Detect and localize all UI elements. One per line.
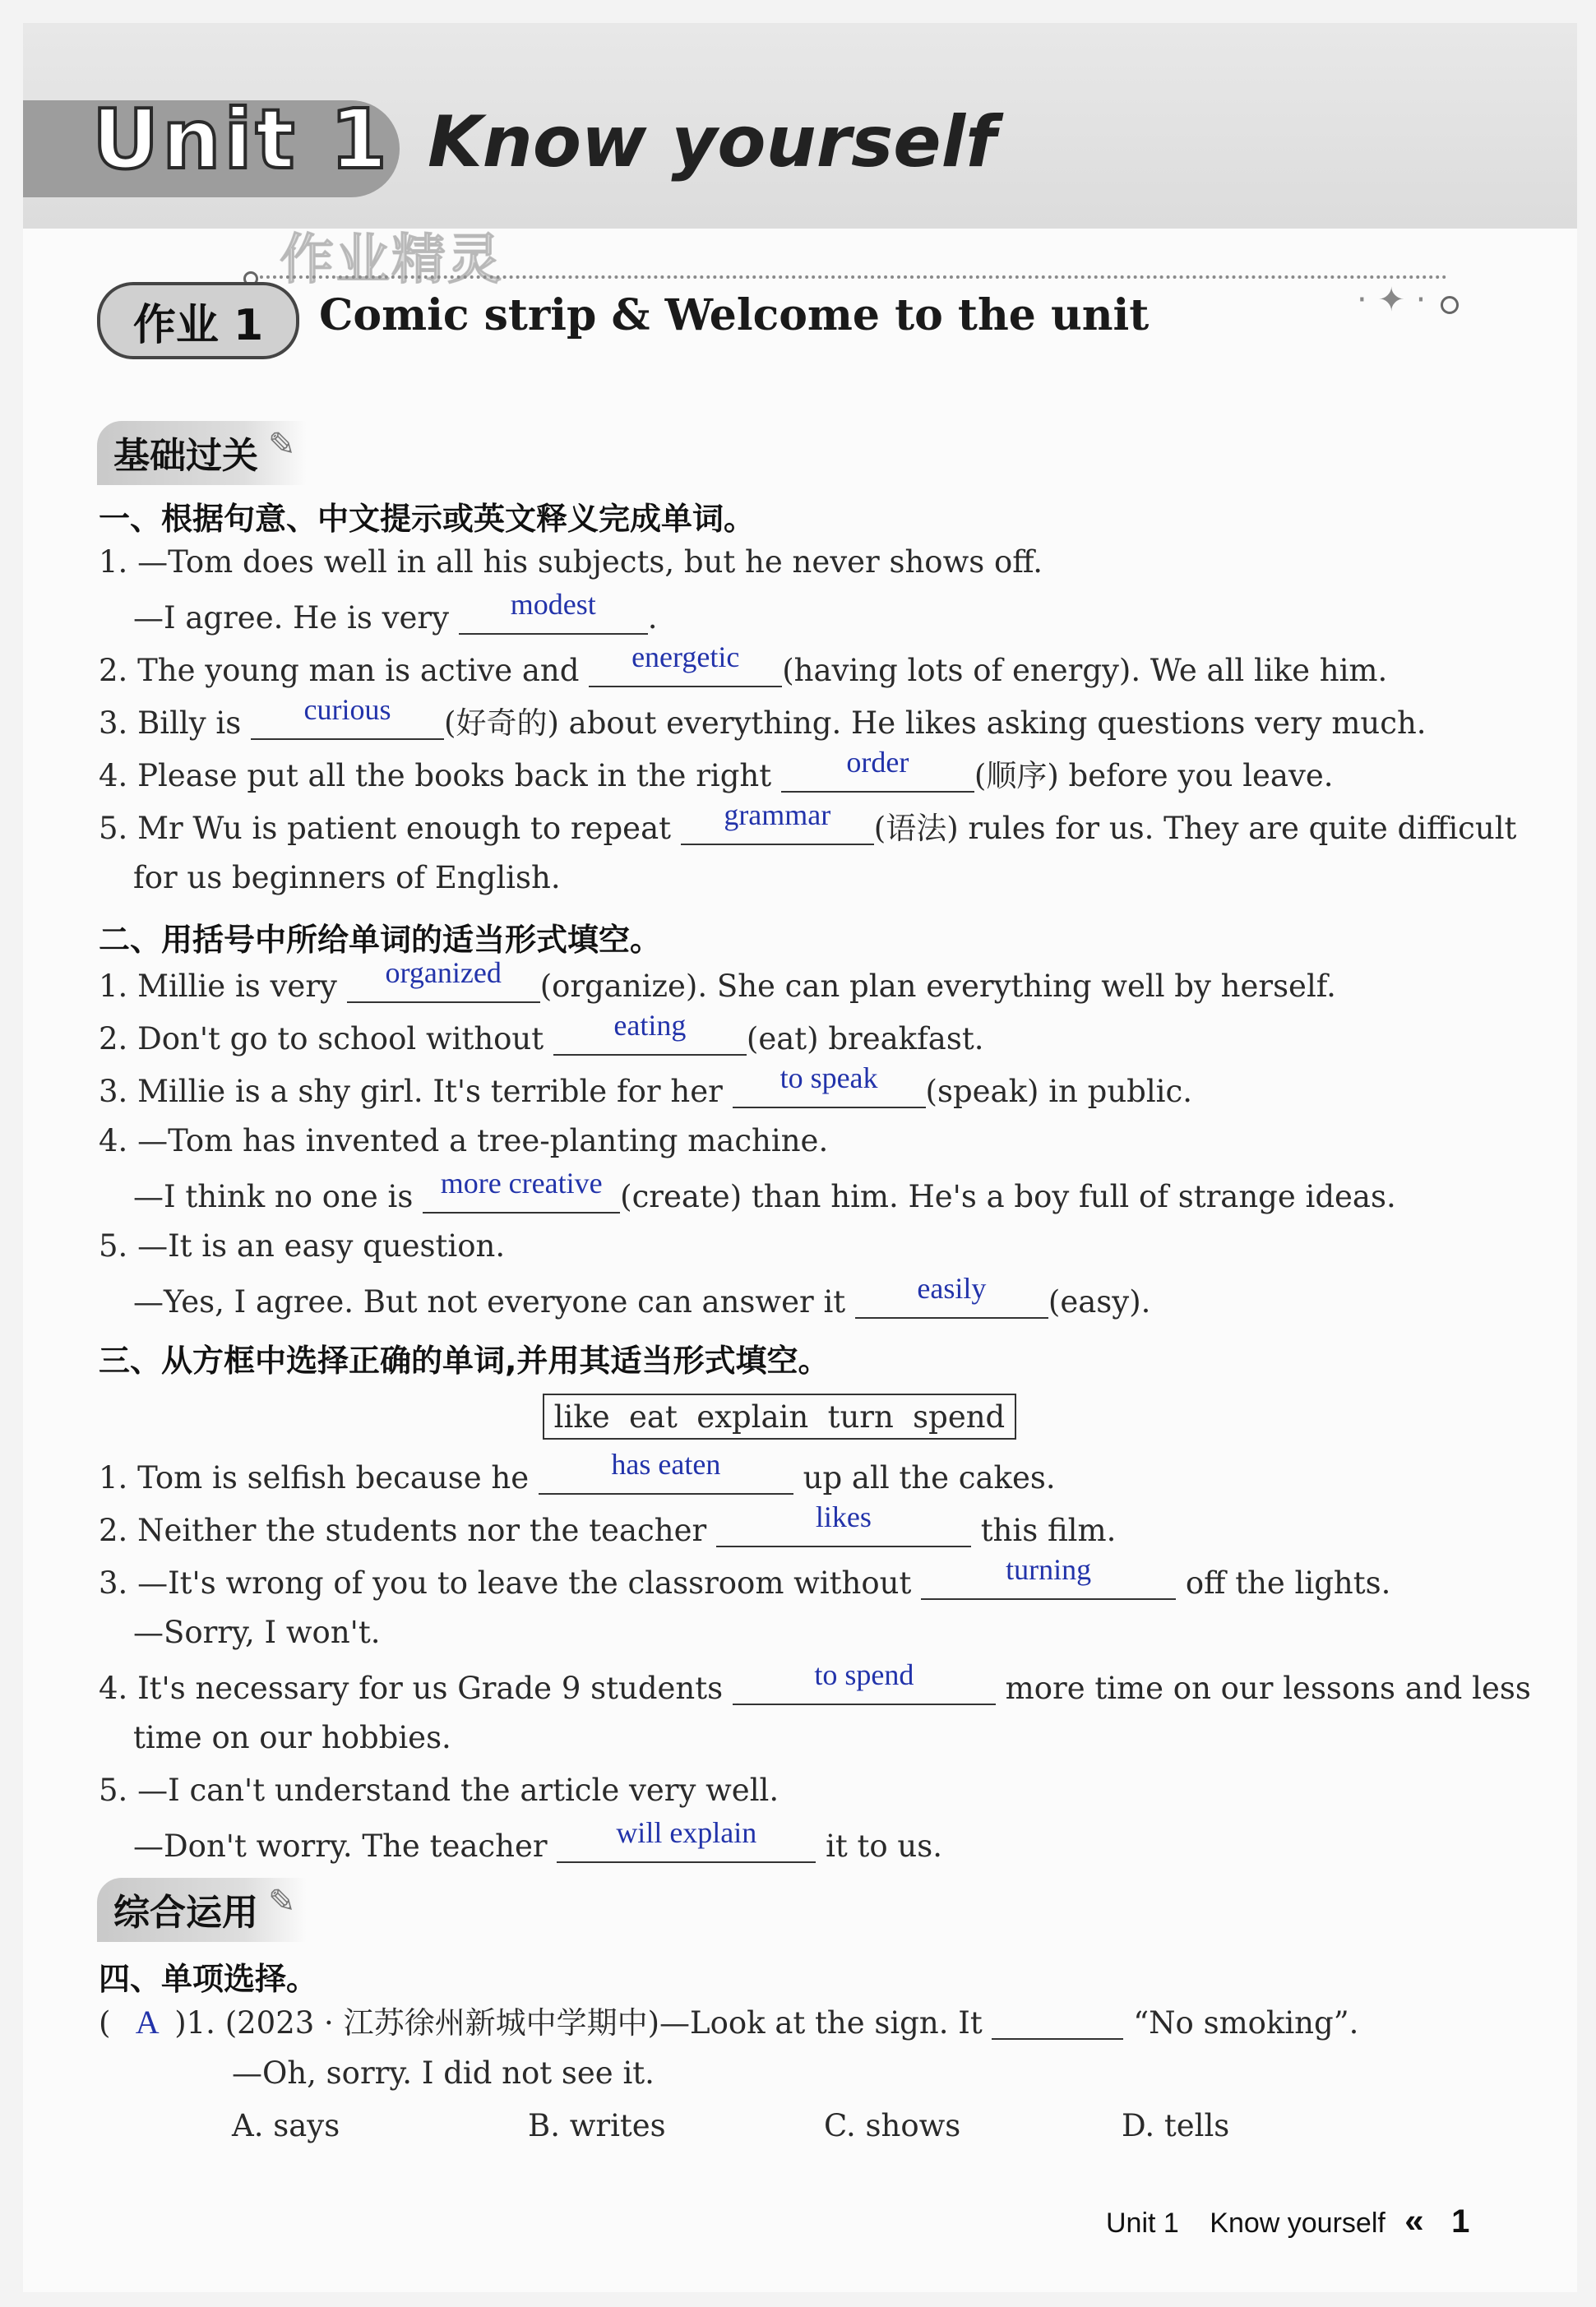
answer-blank[interactable]	[347, 956, 540, 1003]
question-text: 5. —I can't understand the article very well.	[99, 1773, 779, 1808]
question-text: (顺序) before you leave.	[974, 758, 1334, 793]
answer-text: has eaten	[611, 1448, 721, 1481]
answer-text: will explain	[616, 1816, 757, 1849]
word-box-item: explain	[696, 1399, 809, 1435]
question-line	[133, 588, 658, 636]
answer-text: easily	[917, 1272, 987, 1305]
word-box-item: like	[553, 1399, 610, 1435]
answer-blank[interactable]	[733, 1061, 926, 1108]
word-box	[543, 1394, 1016, 1440]
question-line	[133, 1816, 943, 1865]
question-text: (speak) in public.	[925, 1074, 1193, 1109]
chevron-left-icon: «	[1404, 2201, 1424, 2240]
question-text: 1. Millie is very	[99, 969, 337, 1004]
question-text: up all the cakes.	[803, 1460, 1056, 1496]
pencil-icon: ✎	[268, 426, 296, 464]
question-text: 3. Billy is	[99, 705, 242, 741]
question-text: —Don't worry. The teacher	[133, 1828, 548, 1864]
question-text: (eat) breakfast.	[746, 1021, 984, 1056]
section-tag-label: 基础过关	[113, 435, 258, 477]
question-text: .	[647, 600, 658, 636]
question-text: (好奇的) about everything. He likes asking questions very much.	[444, 705, 1427, 741]
answer-blank[interactable]	[733, 1658, 996, 1705]
question-text: more time on our lessons and less	[1005, 1671, 1531, 1706]
question-text: 3. Millie is a shy girl. It's terrible for her	[99, 1074, 723, 1109]
question-text: )1. (2023 · 江苏徐州新城中学期中)—Look at the sign. It	[174, 2005, 983, 2041]
section-tag-label: 综合运用	[113, 1892, 258, 1934]
section-tag-comprehensive	[97, 1878, 307, 1942]
question-line	[99, 1448, 1056, 1496]
question-text: off the lights.	[1185, 1565, 1391, 1601]
question-text: “No smoking”.	[1133, 2005, 1359, 2041]
answer-blank[interactable]	[423, 1167, 620, 1214]
answer-blank[interactable]	[716, 1500, 971, 1547]
part3-heading: 三、从方框中选择正确的单词,并用其适当形式填空。	[99, 1343, 830, 1379]
question-text: 2. The young man is active and	[99, 653, 580, 688]
question-text: —I think no one is	[133, 1179, 414, 1214]
question-text: time on our hobbies.	[133, 1720, 451, 1755]
divider-end-circle	[1441, 296, 1459, 314]
pencil-icon: ✎	[268, 1883, 296, 1921]
answer-blank[interactable]	[855, 1272, 1048, 1319]
answer-text: to spend	[814, 1658, 914, 1691]
answer-blank[interactable]	[251, 693, 444, 740]
watermark: 作业精灵	[280, 228, 503, 291]
paren-open: (	[99, 2005, 111, 2041]
question-line	[99, 640, 1388, 689]
unit-title: Know yourself	[428, 101, 997, 183]
question-line	[99, 1061, 1193, 1110]
question-text: (create) than him. He's a boy full of strange ideas.	[620, 1179, 1396, 1214]
homework-tag: 作业 1	[97, 282, 299, 359]
answer-blank[interactable]	[992, 2005, 1123, 2040]
footer-unit: Unit 1	[1106, 2208, 1179, 2239]
question-text: 1. Tom is selfish because he	[99, 1460, 530, 1496]
homework-title: Comic strip & Welcome to the unit	[319, 290, 1150, 340]
answer-text: turning	[1006, 1553, 1092, 1586]
answer-text: grammar	[724, 798, 831, 831]
question-line	[133, 1167, 1396, 1215]
option-a[interactable]: A. says	[232, 2108, 340, 2143]
part2-heading: 二、用括号中所给单词的适当形式填空。	[99, 922, 662, 958]
question-text: —Yes, I agree. But not everyone can answer it	[133, 1284, 846, 1320]
question-text: 5. —It is an easy question.	[99, 1228, 506, 1264]
question-line	[99, 2003, 1358, 2042]
section-tag-basic	[97, 421, 307, 485]
question-text: 4. Please put all the books back in the right	[99, 758, 772, 793]
answer-blank[interactable]	[589, 640, 782, 687]
question-text: 2. Neither the students nor the teacher	[99, 1513, 707, 1548]
question-line	[133, 1272, 1151, 1320]
answer-text: to speak	[779, 1061, 878, 1094]
question-line	[99, 693, 1427, 742]
option-c[interactable]: C. shows	[824, 2108, 961, 2143]
word-box-item: eat	[629, 1399, 678, 1435]
answer-blank[interactable]	[781, 746, 974, 793]
question-text: it to us.	[826, 1828, 943, 1864]
question-line	[99, 956, 1336, 1005]
question-text: 3. —It's wrong of you to leave the classroom without	[99, 1565, 912, 1601]
footer-title: Know yourself	[1210, 2208, 1386, 2239]
question-line	[99, 1553, 1391, 1602]
question-text: 2. Don't go to school without	[99, 1021, 544, 1056]
question-line	[99, 1500, 1117, 1549]
answer-blank[interactable]	[539, 1448, 793, 1495]
option-b[interactable]: B. writes	[528, 2108, 666, 2143]
question-text: for us beginners of English.	[133, 860, 561, 895]
question-line	[99, 1658, 1531, 1707]
question-text: (easy).	[1048, 1284, 1151, 1320]
question-text: 4. —Tom has invented a tree-planting machine.	[99, 1123, 829, 1158]
choice-answer[interactable]: A	[135, 2004, 160, 2041]
part4-heading: 四、单项选择。	[99, 1961, 318, 1997]
answer-text: modest	[510, 588, 596, 621]
question-text: —Oh, sorry. I did not see it.	[232, 2055, 655, 2091]
option-d[interactable]: D. tells	[1122, 2108, 1230, 2143]
answer-blank[interactable]	[553, 1009, 747, 1056]
answer-text: eating	[613, 1009, 687, 1042]
word-box-item: spend	[913, 1399, 1006, 1435]
answer-text: more creative	[440, 1167, 603, 1200]
answer-text: curious	[303, 693, 391, 726]
question-text: 5. Mr Wu is patient enough to repeat	[99, 811, 672, 846]
question-line	[99, 798, 1517, 847]
answer-text: energetic	[631, 640, 740, 673]
answer-text: organized	[385, 956, 502, 989]
question-text: (语法) rules for us. They are quite difficult	[873, 811, 1517, 846]
answer-text: likes	[815, 1500, 872, 1533]
question-text: (organize). She can plan everything well by herself.	[539, 969, 1336, 1004]
question-text: —Sorry, I won't.	[133, 1615, 381, 1650]
question-text: (having lots of energy). We all like him.	[782, 653, 1388, 688]
page-footer	[1106, 2201, 1469, 2240]
part1-heading: 一、根据句意、中文提示或英文释义完成单词。	[99, 501, 756, 537]
question-line	[99, 746, 1334, 794]
word-box-item: turn	[827, 1399, 894, 1435]
question-text: 1. —Tom does well in all his subjects, but he never shows off.	[99, 544, 1043, 580]
question-line	[99, 1009, 984, 1057]
answer-blank[interactable]	[681, 798, 874, 845]
answer-blank[interactable]	[921, 1553, 1176, 1600]
question-text: —I agree. He is very	[133, 600, 450, 636]
answer-blank[interactable]	[557, 1816, 816, 1863]
sparkle-icon: · ✦ ·	[1357, 281, 1427, 319]
answer-blank[interactable]	[459, 588, 648, 635]
answer-text: order	[846, 746, 909, 779]
dotted-divider	[247, 275, 1447, 279]
unit-label: Unit 1	[92, 91, 391, 187]
question-text: 4. It's necessary for us Grade 9 students	[99, 1671, 724, 1706]
page-number: 1	[1451, 2203, 1470, 2240]
question-text: this film.	[980, 1513, 1117, 1548]
